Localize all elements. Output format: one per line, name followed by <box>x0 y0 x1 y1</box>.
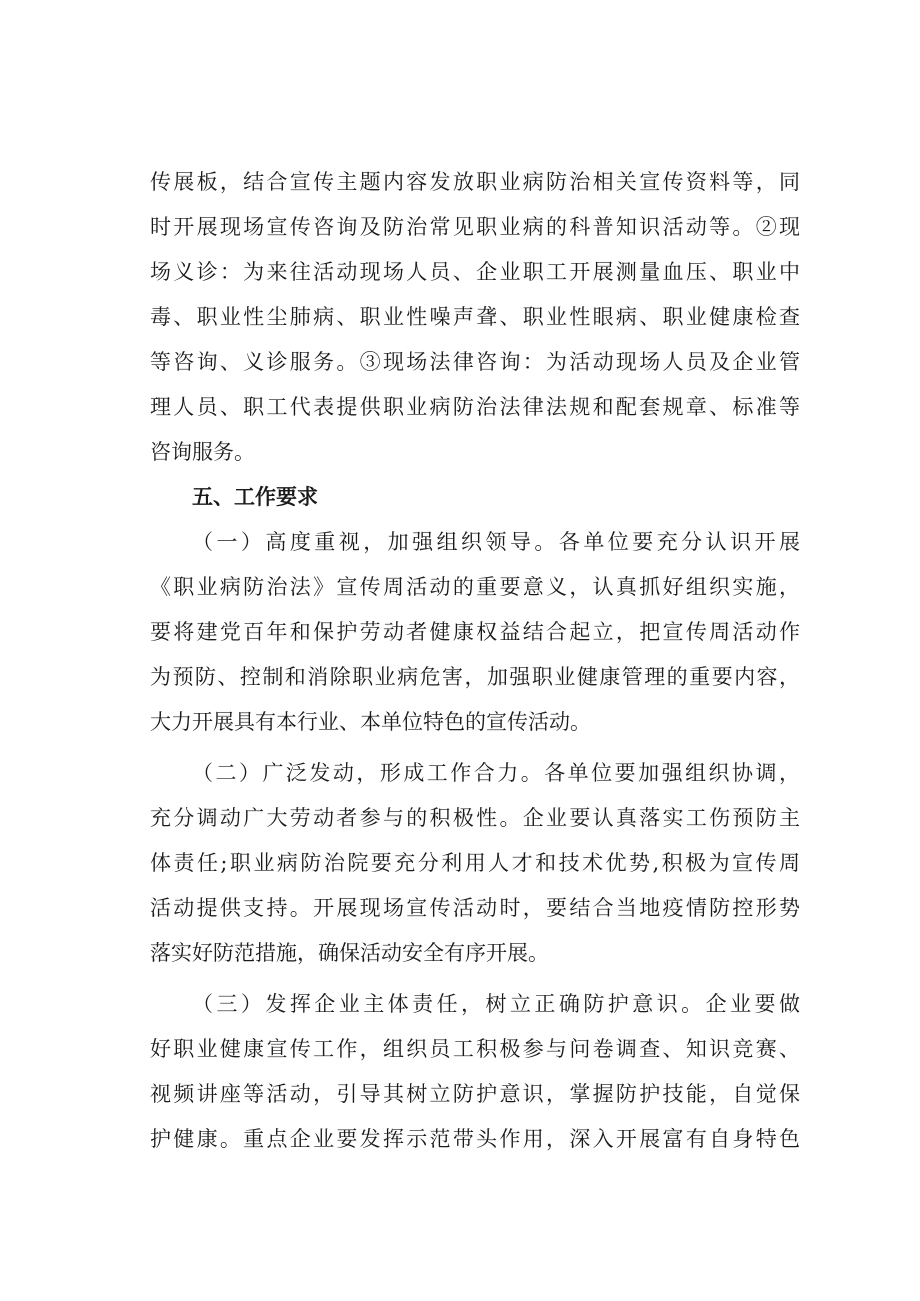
text-line: 为预防、控制和消除职业病危害，加强职业健康管理的重要内容， <box>150 665 800 689</box>
text-line: 传展板，结合宣传主题内容发放职业病防治相关宣传资料等，同 <box>150 170 800 194</box>
text-line: （二）广泛发动，形成工作合力。各单位要加强组织协调， <box>192 761 800 785</box>
requirement-paragraph-2 <box>150 751 800 976</box>
text-line: 理人员、职工代表提供职业病防治法律法规和配套规章、标准等 <box>150 395 800 419</box>
text-line: 毒、职业性尘肺病、职业性噪声聋、职业性眼病、职业健康检查 <box>150 305 800 329</box>
document-body <box>150 160 800 1162</box>
text-line: 等咨询、义诊服务。③现场法律咨询：为活动现场人员及企业管 <box>150 350 800 374</box>
intro-paragraph <box>150 160 800 475</box>
text-line: （三）发挥企业主体责任，树立正确防护意识。企业要做 <box>192 992 800 1016</box>
text-line: 时开展现场宣传咨询及防治常见职业病的科普知识活动等。②现 <box>150 215 800 239</box>
text-line: 活动提供支持。开展现场宣传活动时，要结合当地疫情防控形势 <box>150 896 800 920</box>
text-line: 场义诊：为来往活动现场人员、企业职工开展测量血压、职业中 <box>150 260 800 284</box>
text-line: 落实好防范措施，确保活动安全有序开展。 <box>150 941 549 965</box>
requirement-paragraph-1 <box>150 520 800 745</box>
text-line: 视频讲座等活动，引导其树立防护意识，掌握防护技能，自觉保 <box>150 1082 800 1106</box>
text-line: 大力开展具有本行业、本单位特色的宣传活动。 <box>150 710 591 734</box>
requirement-paragraph-3 <box>150 982 800 1162</box>
text-line: 体责任;职业病防治院要充分利用人才和技术优势,积极为宣传周 <box>150 851 800 875</box>
text-line: 《职业病防治法》宣传周活动的重要意义，认真抓好组织实施， <box>150 575 800 599</box>
text-line: 护健康。重点企业要发挥示范带头作用，深入开展富有自身特色 <box>150 1127 800 1151</box>
text-line: 充分调动广大劳动者参与的积极性。企业要认真落实工伤预防主 <box>150 806 800 830</box>
section-heading: 五、工作要求 <box>192 485 318 509</box>
text-line: （一）高度重视，加强组织领导。各单位要充分认识开展 <box>192 530 800 554</box>
text-line: 好职业健康宣传工作，组织员工积极参与问卷调查、知识竞赛、 <box>150 1037 800 1061</box>
text-line: 咨询服务。 <box>150 440 255 464</box>
text-line: 要将建党百年和保护劳动者健康权益结合起立，把宣传周活动作 <box>150 620 800 644</box>
